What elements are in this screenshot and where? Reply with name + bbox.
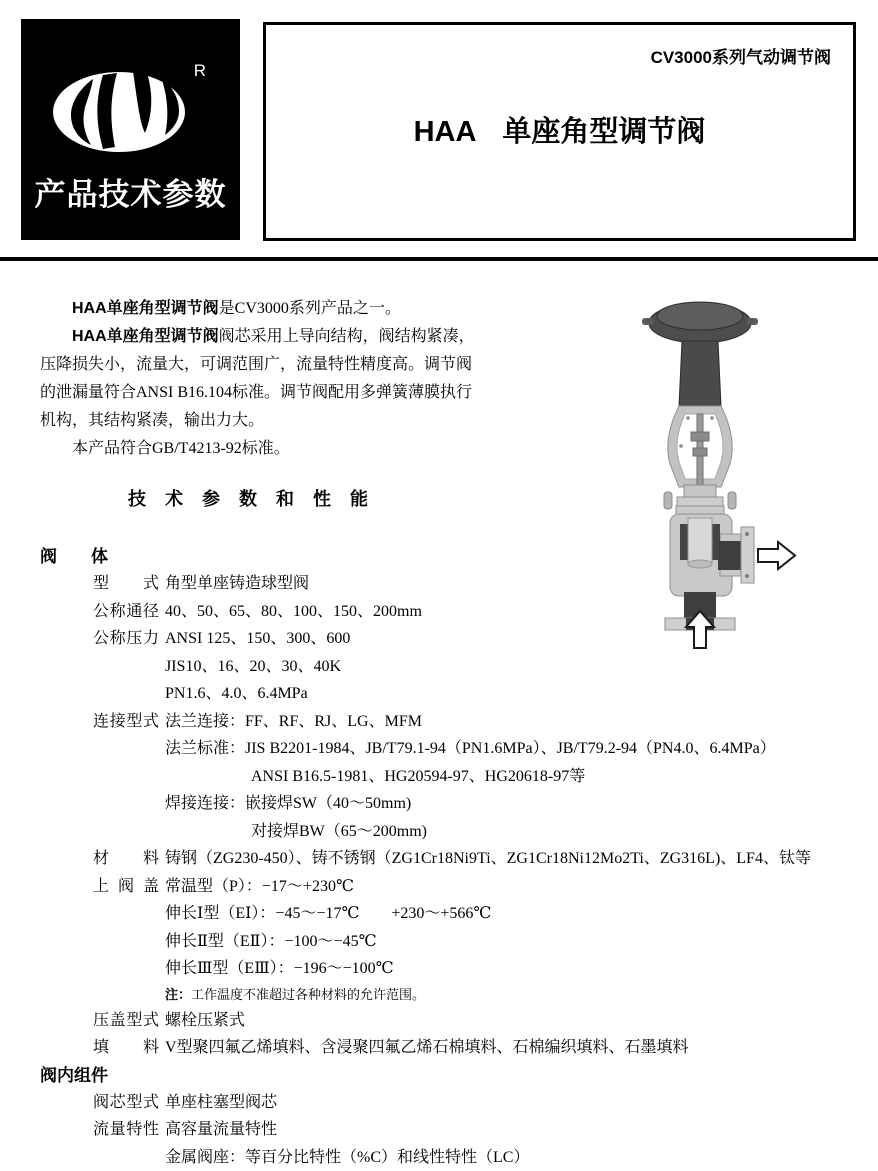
- spec-row-continuation: [40, 735, 855, 763]
- spec-value: 伸长Ⅱ型（EⅡ）：−100～−45℃: [165, 928, 376, 956]
- spec-value: 螺栓压紧式: [165, 1007, 245, 1035]
- model-code: HAA: [414, 116, 477, 148]
- spec-row-plug-type: [40, 1089, 855, 1117]
- spec-label: [93, 653, 159, 681]
- spec-row-continuation: [40, 818, 855, 846]
- intro-text: 本产品符合GB/T4213-92标准。: [72, 440, 290, 457]
- spec-row-continuation: [40, 928, 855, 956]
- spec-label: 压盖型式: [93, 1007, 159, 1035]
- intro-text: 是CV3000系列产品之一。: [219, 300, 401, 317]
- spec-label: [93, 1144, 159, 1171]
- spec-value: 铸钢（ZG230-450）、铸不锈钢（ZG1Cr18Ni9Ti、ZG1Cr18Ni12Mo2Ti、ZG316L)、LF4、钛等: [165, 845, 811, 873]
- intro-line: [40, 379, 640, 407]
- spec-value: JIS10、16、20、30、40K: [165, 653, 341, 681]
- spec-value: 高容量流量特性: [165, 1116, 277, 1144]
- note-text: 工作温度不准超过各种材料的允许范围。: [191, 983, 425, 1007]
- title-box: [263, 22, 856, 241]
- spec-row-gland-type: [40, 1007, 855, 1035]
- spec-label: 公称通径: [93, 598, 159, 626]
- spec-value: 常温型（P）：−17～+230℃: [165, 873, 354, 901]
- intro-line: [40, 323, 640, 351]
- spec-label: [93, 790, 159, 818]
- specs-heading: 技 术 参 数 和 性 能: [128, 488, 855, 510]
- intro-text: 阀芯采用上导向结构，阀结构紧凑，: [219, 328, 475, 345]
- spec-label: [93, 680, 159, 708]
- spec-row-flow-characteristic: [40, 1116, 855, 1144]
- group-title-valve-body: 阀 体: [40, 543, 855, 570]
- spec-label: 型 式: [93, 570, 159, 598]
- spec-value: 金属阀座：等百分比特性（%C）和线性特性（LC）: [165, 1144, 529, 1171]
- spec-value: 伸长Ⅰ型（EⅠ）：−45～−17℃ +230～+566℃: [165, 900, 491, 928]
- spec-label: [93, 735, 159, 763]
- spec-value: 对接焊BW（65～200mm): [165, 818, 427, 846]
- group-title-trim: 阀内组件: [40, 1062, 855, 1089]
- product-name: 单座角型调节阀: [502, 116, 705, 148]
- spec-row-continuation: [40, 955, 855, 983]
- spec-row-nominal-pressure: [40, 625, 855, 653]
- spec-label: 填 料: [93, 1034, 159, 1062]
- spec-label: [93, 928, 159, 956]
- intro-text: 机构，其结构紧凑，输出力大。: [40, 412, 264, 429]
- intro-text: 的泄漏量符合ANSI B16.104标准。调节阀配用多弹簧薄膜执行: [40, 384, 472, 401]
- spec-label: [93, 818, 159, 846]
- spec-value: 法兰标准：JIS B2201-1984、JB/T79.1-94（PN1.6MPa）、JB/T79.2-94（PN4.0、6.4MPa）: [165, 735, 776, 763]
- intro-bold-product: HAA单座角型调节阀: [72, 328, 219, 345]
- intro-line: [40, 295, 640, 323]
- series-label: CV3000系列气动调节阀: [651, 43, 831, 68]
- spec-row-continuation: [40, 900, 855, 928]
- spec-row-material: [40, 845, 855, 873]
- specs-section: [40, 488, 855, 1171]
- spec-value: 法兰连接：FF、RF、RJ、LG、MFM: [165, 708, 422, 736]
- intro-paragraphs: [40, 295, 640, 463]
- page-title: [266, 109, 853, 150]
- spec-label: 上 阀 盖: [93, 873, 159, 901]
- intro-bold-product: HAA单座角型调节阀: [72, 300, 219, 317]
- registered-trademark-symbol: R: [194, 61, 206, 81]
- spec-row-continuation: [40, 653, 855, 681]
- intro-text: 压降损失小，流量大，可调范围广，流量特性精度高。调节阀: [40, 356, 472, 373]
- spec-row-bonnet: [40, 873, 855, 901]
- spec-row-nominal-diameter: [40, 598, 855, 626]
- spec-row-packing: [40, 1034, 855, 1062]
- spec-value: 40、50、65、80、100、150、200mm: [165, 598, 422, 626]
- spec-value: ANSI B16.5-1981、HG20594-97、HG20618-97等: [165, 763, 585, 791]
- brand-logo-block: [21, 19, 240, 240]
- spec-value: 角型单座铸造球型阀: [165, 570, 309, 598]
- spec-label: 流量特性: [93, 1116, 159, 1144]
- intro-line: [40, 351, 640, 379]
- spec-row-type: [40, 570, 855, 598]
- spec-note: [40, 983, 855, 1007]
- spec-label: [93, 955, 159, 983]
- spec-label: [93, 983, 159, 1007]
- spec-row-continuation: [40, 790, 855, 818]
- spec-label: [93, 900, 159, 928]
- logo-caption: 产品技术参数: [21, 169, 240, 214]
- note-prefix: 注：: [165, 983, 191, 1007]
- spec-value: 单座柱塞型阀芯: [165, 1089, 277, 1117]
- spec-label: 阀芯型式: [93, 1089, 159, 1117]
- spec-value: 焊接连接：嵌接焊SW（40～50mm): [165, 790, 411, 818]
- spec-label: 公称压力: [93, 625, 159, 653]
- spec-value: V型聚四氟乙烯填料、含浸聚四氟乙烯石棉填料、石棉编织填料、石墨填料: [165, 1034, 689, 1062]
- intro-line: [40, 435, 640, 463]
- spec-value: PN1.6、4.0、6.4MPa: [165, 680, 308, 708]
- spec-label: 连接型式: [93, 708, 159, 736]
- intro-line: [40, 407, 640, 435]
- spec-row-continuation: [40, 763, 855, 791]
- spec-value: ANSI 125、150、300、600: [165, 625, 350, 653]
- spec-label: 材 料: [93, 845, 159, 873]
- spec-row-connection-type: [40, 708, 855, 736]
- spec-label: [93, 763, 159, 791]
- header-divider-rule: [0, 257, 878, 261]
- spec-value: 伸长Ⅲ型（EⅢ）：−196～−100℃: [165, 955, 394, 983]
- brand-oval-logo-icon: [41, 55, 206, 170]
- spec-row-continuation: [40, 1144, 855, 1171]
- spec-row-continuation: [40, 680, 855, 708]
